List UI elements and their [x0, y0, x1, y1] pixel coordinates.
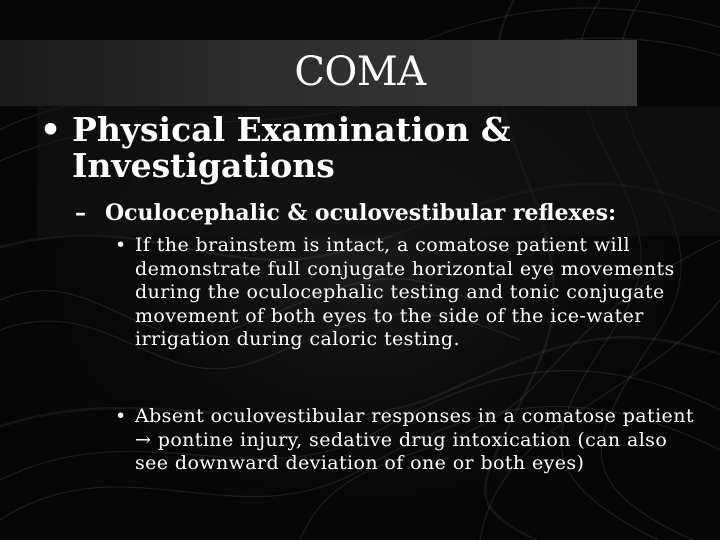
heading-text: Physical Examination & Investigations: [72, 110, 511, 185]
slide-title-text: COMA: [294, 49, 426, 95]
list-item-text: If the brainstem is intact, a comatose patient will demonstrate full conjugate horizontal eye movements during the oculocephalic testing and tonic conjugate movement of both eyes to the side of the ice-water irrigation during caloric testing.: [135, 234, 675, 350]
list-item-bullet: •: [115, 405, 127, 427]
slide-title: [0, 44, 720, 100]
heading-bullet: •: [40, 110, 62, 149]
subheading-dash: –: [75, 200, 86, 226]
subheading-text: Oculocephalic & oculovestibular reflexes:: [105, 200, 617, 226]
list-item-text: Absent oculovestibular responses in a comatose patient → pontine injury, sedative drug intoxication (can also see downward deviation of one or both eyes): [135, 405, 694, 474]
list-item-bullet: •: [115, 234, 127, 256]
